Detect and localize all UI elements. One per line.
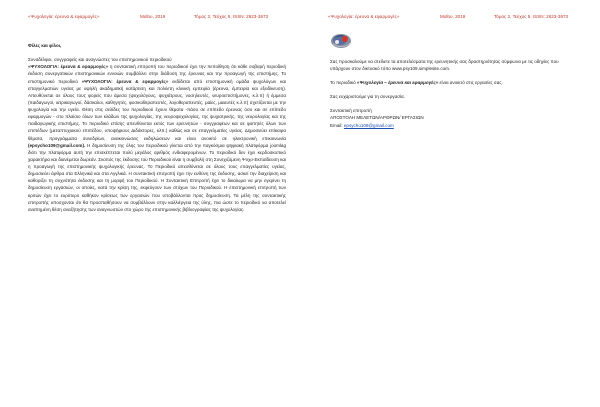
body-text: Η δημοσίευση της ύλης του περιοδικού γίνεται από την παγκόσμια ψηφιακή πλατφόρμα joomlag διότι την πλατφόρμα αυτή την επισκέπτεται πολύ μεγάλος αριθμός ενδιαφερομένων. Το περιοδικό δεν έχει κερδοσκοπικό χαρακτήρα και διανέμεται δωρεάν. Σκοπός της έκδοσης του Περιοδικού είναι η συμβολή στη Συνεχιζόμενη Ψυχο-Εκπαίδευση και η προαγωγή της επιστημονικής ψυχολογικής έρευνας. Το Περιοδικό απευθύνεται σε όλους τους επαγγελματίες υγείας, δημοσιεύει άρθρα στα Ελληνικά και στα Αγγλικά. Η συντακτική επιτροπή έχει την ευθύνη της έκδοσης, ασκεί την διαχείριση και καθορίζει τη συχνότητα έκδοσης και τη μορφή του Περιοδικού. Η Συντακτική Επιτροπή έχει το δικαίωμα να μην εγκρίνει τη δημοσίευση εργασιών, οι οποίες, κατά την κρίση της, εκφεύγουν των στόχων του Περιοδικού. Η επιστημονική επιτροπή των κριτών έχει το ευρύτερο καθήκον κρίσεως των εργασιών που υποβάλλονται προς δημοσίευση. Τα μέλη της συντακτικής επιτροπής υποσχονται ότι θα προσπαθήσουν να συμβάλλουν στην καλλιέργεια της ύλης, πια ώστε το περιοδικό να αποτελεί αναπημένη θέση αναζήτησης των αναγνωστών στο χώρο της επιστημονικής βιβλιογραφίας της ψυχολογίας. [28,142,286,212]
email-line [330,122,570,129]
body-text: είναι ανοικτό στις εργασίες σας. [438,80,503,86]
journal-logo-icon [330,31,352,49]
email-label: Email: [330,122,344,128]
body-text: εκδίδεται από επιστημονική ομάδα ψυχολόγων και επαγγελματιών υγείας με υψηλή ακαδημαϊκή κατάρτιση και πολύετη κλινική εμπειρία (έρευνα, έμπειρία και εξειδίκευση). Απευθύνεται σε όλους τους φορείς που άμεσα (ψυχολόγους, ψυχιάτρους, νοσηλευτές, νευροεπιστήμονες, κ.λ.π) ή έμμεσα (παιδαγωγοί, ιατρικαγωγοί, δάσκαλοι, καθηγητές, φυσικοθεραπευτές, λογοθεραπευτές, μαίες, μαιευτές κ.λ.π) σχετίζονται με την ψυχολογία και την υγεία. Θέση στις σελίδες του περιοδικού έχουν θέματα -πάσο σε επίπεδο έρευνας όσο και σε επίπεδο εφαρμογών - στο πλαίσιο όλων των κλάδων της ψυχολογίας, της νευροψυχολογίας, της ψυχιατρικής, της νευρολογίας και της παιδαγωγικής επιστήμης. Το περιοδικό επίσης απευθύνεται εκτός των ερευνητών - συγγραφέων και σε φοιτητές όλων των επιπέδων (μεταπτυχιακού επιπέδου, υποψήφιους Διδάκτορες, κλπ.) καθώς και σε επαγγελματίες υγείας. Δημοσιεύει επίκαιρα θέματα, προγράμματα συνεδρίων, ανακοινώσεις εκδηλώσεων και είναι ανοικτό σε ηλεκτρονική επικοινωνία [28,78,287,141]
header-date: Μαΐου, 2019 [440,14,466,19]
contact-email[interactable]: (epsycho109@gmail.com). [28,142,86,148]
right-page [300,0,600,407]
header-volume: Τόμος 2, Τεύχος 5, ISSN: 2623-3673 [194,14,269,19]
body-text: Το περιοδικό [330,80,357,86]
body-text: η συντακτική επιτροπή του περιοδικού έχει την πεποίθηση ότι κάθε σοβαρή περιοδική έκδοση συνεργατικών επιστημονικών εννοιών συμβάλλει στην διάδοση της έρευνας και την προαγωγή της επιστήμης. Το επιστημονικό περιοδικό [28,64,287,84]
editorial-paragraph [28,56,286,213]
header-journal: «Ψυχολογία: έρευνα & εφαρμογές» [28,14,100,19]
invitation-paragraph: Σας προσκαλούμε να στείλετε τα αποτελέσματα της ερευνητικής σας δραστηριότητας σύμφωνα με τις οδηγίες που υπάρχουν στον δικτυακό τόπο www.psy109.simplesite.com. [330,59,559,72]
signature-title: Συντακτική επιτροπή [330,108,372,114]
email-link[interactable]: epsycho109@gmail.com [343,122,394,128]
journal-name: «Ψυχολογία – έρευνα και εφαρμογές» [356,80,439,86]
editorial-body [28,42,286,213]
journal-name: «ΨΥΧΟΛΟΓΙΑ: έρευνα & εφαρμογές» [28,64,109,70]
open-paragraph [330,79,570,86]
thanks-paragraph: Σας ευχαριστούμε για τη συνεργασία. [330,94,405,100]
header-volume: Τόμος 2, Τεύχος 5, ISSN: 2623-3673 [494,14,569,19]
header-journal: «Ψυχολογία: έρευνα & εφαρμογές» [328,14,400,19]
header-date: Μαΐου, 2019 [140,14,166,19]
signature-department: ΑΠΟΣΤΟΛΗ ΜΕΛΕΤΩΝ/ΑΡΘΡΩΝ/ ΕΡΓΑΣΙΩΝ [330,115,424,121]
greeting: Φίλες και φίλοι, [28,43,62,48]
invitation-body [330,58,570,129]
journal-name: «ΨΥΧΟΛΟΓΙΑ: έρευνα & εφαρμογές» [81,78,169,84]
intro-text: Συναδέλφοι, συγγραφείς και αναγνώστες του επιστημονικού περιοδικού [28,57,172,63]
